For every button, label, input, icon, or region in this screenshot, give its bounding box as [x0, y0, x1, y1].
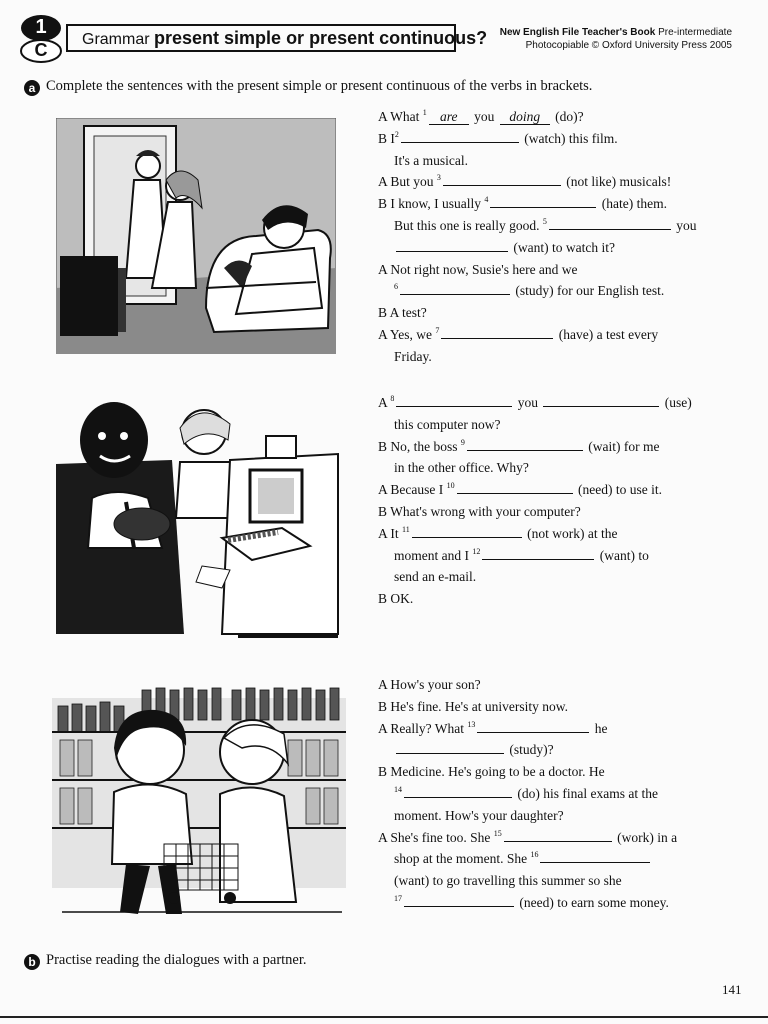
dialogue-3-line-7: moment. How's your daughter? — [394, 807, 564, 823]
grammar-label: Grammar — [82, 31, 150, 48]
blank-4[interactable] — [490, 195, 596, 208]
blank-11[interactable] — [412, 525, 522, 538]
illustration-family-tv — [56, 118, 336, 354]
illustration-supermarket — [52, 684, 346, 926]
dialogue-2-line-5: A Because I $^{10}$ (need) to use it. — [378, 481, 662, 498]
dialogue-2-line-3: B No, the boss $^9$ (wait) for me — [378, 437, 660, 454]
book-level: Pre-intermediate — [658, 27, 732, 38]
page-bottom-rule — [0, 1016, 768, 1018]
blank-2[interactable] — [401, 130, 519, 143]
copyright: Photocopiable © Oxford University Press 2005 — [525, 40, 732, 51]
dialogue-3-line-10: (want) to go travelling this summer so she — [394, 873, 622, 889]
exercise-b-marker: b — [24, 954, 40, 970]
dialogue-2-line-9: send an e-mail. — [394, 569, 477, 585]
dialogue-1-line-7: (want) to watch it? — [378, 237, 697, 259]
dialogue-3-line-1: A How's your son? — [378, 677, 481, 692]
exercise-a-marker: a — [24, 80, 40, 96]
dialogue-3-line-4: (study)? — [378, 739, 677, 761]
book-title: New English File Teacher's Book — [499, 27, 656, 38]
blank-3[interactable] — [443, 173, 561, 186]
dialogue-2-line-8: moment and I $^{12}$ (want) to — [394, 546, 649, 563]
blank-12[interactable] — [482, 547, 594, 560]
blank-5[interactable] — [549, 217, 671, 230]
dialogue-2-line-6: B What's wrong with your computer? — [378, 503, 581, 519]
book-credit — [480, 26, 732, 52]
dialogue-3-line-2: B He's fine. He's at university now. — [378, 698, 568, 714]
dialogue-2-line-7: A It $^{11}$ (not work) at the — [378, 524, 618, 541]
blank-16[interactable] — [540, 850, 650, 863]
dialogue-1-line-1: A What $^1$ are you doing (do)? — [378, 108, 584, 124]
blank-8-continued[interactable] — [543, 394, 659, 407]
dialogue-1-line-6: But this one is really good. $^5$ you — [394, 216, 697, 233]
dialogue-1-line-8: A Not right now, Susie's here and we — [378, 261, 578, 277]
dialogue-1-line-4: A But you $^3$ (not like) musicals! — [378, 173, 672, 190]
illustration-office-computer — [52, 398, 342, 638]
dialogue-1-line-9: $^6$ (study) for our English test. — [394, 282, 665, 299]
blank-15[interactable] — [504, 829, 612, 842]
page-number: 141 — [722, 982, 742, 997]
exercise-b-instruction: Practise reading the dialogues with a partner. — [46, 952, 307, 968]
unit-number: 1 — [35, 16, 47, 38]
dialogue-2-line-4: in the other office. Why? — [394, 460, 529, 476]
blank-13[interactable] — [477, 720, 589, 733]
answer-1b-example: doing — [500, 110, 550, 125]
dialogue-1-line-3: It's a musical. — [394, 152, 469, 168]
dialogue-2-line-10: B OK. — [378, 591, 414, 607]
grammar-topic: present simple or present continuous? — [154, 28, 488, 48]
blank-5-continued[interactable] — [396, 239, 508, 252]
dialogue-3-line-6: $^{14}$ (do) his final exams at the — [394, 784, 658, 801]
blank-7[interactable] — [441, 326, 553, 339]
dialogue-1-line-5: B I know, I usually $^4$ (hate) them. — [378, 195, 667, 212]
dialogue-1-line-11: A Yes, we $^7$ (have) a test every — [378, 325, 659, 342]
blank-10[interactable] — [457, 481, 573, 494]
blank-13-continued[interactable] — [396, 741, 504, 754]
dialogue-3 — [378, 674, 677, 914]
dialogue-3-line-5: B Medicine. He's going to be a doctor. He — [378, 764, 605, 780]
dialogue-1-line-12: Friday. — [394, 348, 432, 364]
blank-8[interactable] — [396, 394, 512, 407]
dialogue-2-line-2: this computer now? — [394, 416, 501, 432]
dialogue-3-line-9: shop at the moment. She $^{16}$ — [378, 848, 677, 870]
blank-9[interactable] — [467, 438, 583, 451]
answer-1-example: are — [429, 110, 469, 125]
dialogue-3-line-8: A She's fine too. She $^{15}$ (work) in a — [378, 828, 678, 845]
page-title — [82, 28, 487, 49]
unit-badge — [14, 14, 68, 64]
dialogue-1 — [378, 106, 697, 368]
blank-6[interactable] — [400, 282, 510, 295]
dialogue-3-line-3: A Really? What $^{13}$ he — [378, 719, 608, 736]
dialogue-2-line-1: A $^8$ you (use) — [378, 394, 692, 410]
unit-letter: C — [34, 40, 48, 60]
dialogue-2 — [378, 392, 692, 610]
blank-14[interactable] — [404, 785, 512, 798]
dialogue-1-line-2: B $I^2$ (watch) this film. — [378, 129, 618, 146]
dialogue-3-line-11: $^{17}$ (need) to earn some money. — [394, 893, 669, 910]
dialogue-1-line-10: B A test? — [378, 305, 427, 321]
exercise-a-instruction: Complete the sentences with the present simple or present continuous of the verbs in brackets. — [46, 78, 593, 94]
blank-17[interactable] — [404, 894, 514, 907]
